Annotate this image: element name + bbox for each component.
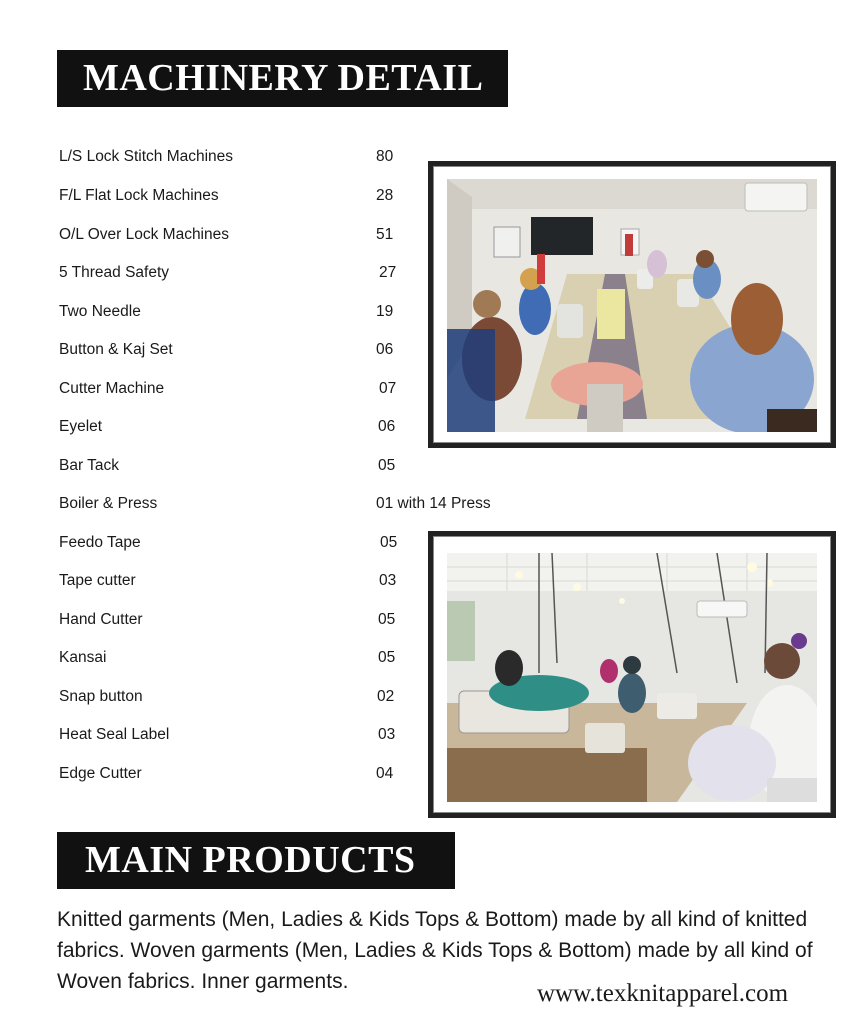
machine-name: Two Needle: [59, 303, 141, 320]
website-url: www.texknitapparel.com: [537, 980, 789, 1007]
machine-count: 05: [378, 611, 396, 628]
machine-count: 51: [376, 226, 394, 243]
training-room-photo: [447, 179, 817, 432]
machine-count: 27: [379, 264, 397, 281]
machine-count: 05: [378, 649, 396, 666]
machine-count: 01 with 14 Press: [376, 495, 491, 512]
machine-name: Heat Seal Label: [59, 726, 170, 743]
sewing-floor-photo: [447, 553, 817, 802]
machine-name: Snap button: [59, 688, 143, 705]
machinery-detail-heading: MACHINERY DETAIL: [57, 50, 508, 107]
main-products-heading: MAIN PRODUCTS: [57, 832, 455, 889]
machinery-row: [59, 494, 529, 514]
training-room-photo-frame: [428, 161, 836, 448]
machine-name: Button & Kaj Set: [59, 341, 173, 358]
machinery-row: [59, 456, 529, 476]
machine-name: O/L Over Lock Machines: [59, 226, 229, 243]
machine-count: 04: [376, 765, 394, 782]
machine-count: 28: [376, 187, 394, 204]
machine-name: Hand Cutter: [59, 611, 143, 628]
machine-name: L/S Lock Stitch Machines: [59, 148, 234, 165]
machine-count: 06: [378, 418, 396, 435]
machine-count: 06: [376, 341, 394, 358]
sewing-floor-photo-frame: [428, 531, 836, 818]
machine-name: Kansai: [59, 649, 107, 666]
machine-count: 05: [378, 457, 396, 474]
machine-name: Eyelet: [59, 418, 103, 435]
machine-count: 05: [380, 534, 398, 551]
machine-name: Bar Tack: [59, 457, 120, 474]
machine-count: 07: [379, 380, 397, 397]
machine-count: 19: [376, 303, 394, 320]
machine-count: 03: [379, 572, 397, 589]
machine-name: Cutter Machine: [59, 380, 165, 397]
machine-name: 5 Thread Safety: [59, 264, 170, 281]
machine-count: 02: [377, 688, 395, 705]
machine-name: Boiler & Press: [59, 495, 158, 512]
machine-count: 80: [376, 148, 394, 165]
machine-count: 03: [378, 726, 396, 743]
machine-name: Edge Cutter: [59, 765, 142, 782]
main-products-description: Knitted garments (Men, Ladies & Kids Tops & Bottom) made by all kind of knitted fabrics. Woven garments (Men, Ladies & Kids Tops & Bottom) made by all kind of Woven fabrics. Inner garments.: [57, 908, 813, 993]
machine-name: Tape cutter: [59, 572, 136, 589]
machine-name: Feedo Tape: [59, 534, 141, 551]
machine-name: F/L Flat Lock Machines: [59, 187, 219, 204]
